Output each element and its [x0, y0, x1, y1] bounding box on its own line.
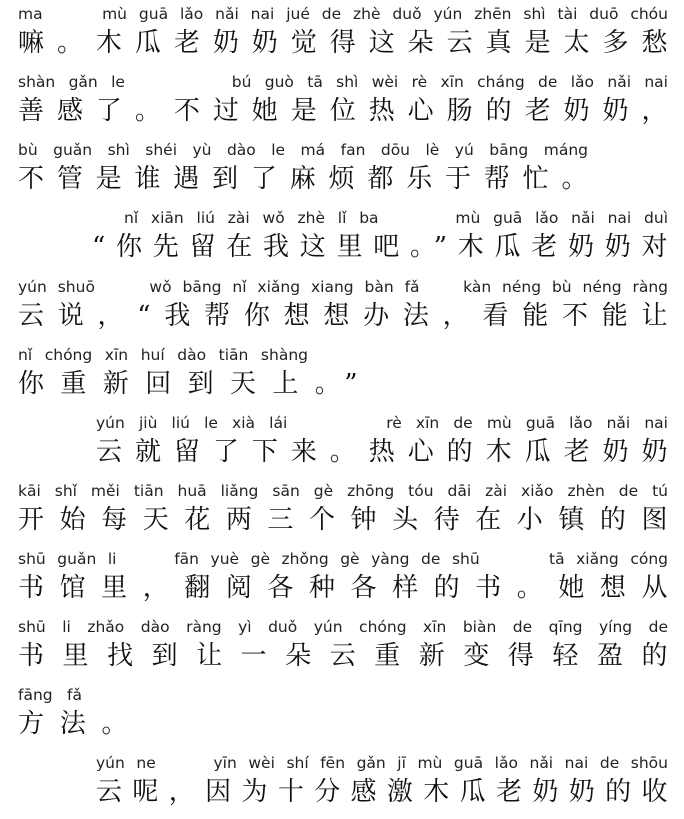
hanzi-line: 书里找到让一朵云重新变得轻盈的: [18, 641, 668, 671]
text-line-6: [18, 345, 358, 401]
pinyin-line: ma mù guā lǎo nǎi nai jué de zhè duǒ yún zhēn shì tài duō chóu: [18, 5, 668, 23]
hanzi-line: 云呢，因为十分感激木瓜老奶奶的收: [96, 777, 668, 807]
pinyin-line: bù guǎn shì shéi yù dào le má fan dōu lè yú bāng máng: [18, 141, 588, 159]
text-line-3: [18, 140, 588, 196]
pinyin-line: fāng fǎ: [18, 686, 82, 704]
pinyin-line: yún shuō wǒ bāng nǐ xiǎng xiang bàn fǎ kàn néng bù néng ràng: [18, 278, 668, 296]
text-line-11: [18, 685, 128, 741]
hanzi-line: 开始每天花两三个钟头待在小镇的图: [18, 505, 668, 535]
text-line-1: [18, 4, 668, 60]
hanzi-line: 善感了。不过她是位热心肠的老奶奶，: [18, 96, 668, 126]
hanzi-line: “你先留在我这里吧。”木瓜老奶奶对: [92, 232, 668, 262]
hanzi-line: 不管是谁遇到了麻烦都乐于帮忙。: [18, 164, 588, 194]
pinyin-line: yún ne yīn wèi shí fēn gǎn jī mù guā lǎo nǎi nai de shōu: [96, 754, 668, 772]
pinyin-line: shū li zhǎo dào ràng yì duǒ yún chóng xīn biàn de qīng yíng de: [18, 618, 668, 636]
pinyin-line: yún jiù liú le xià lái rè xīn de mù guā lǎo nǎi nai: [96, 414, 668, 432]
pinyin-line: nǐ chóng xīn huí dào tiān shàng: [18, 346, 308, 364]
text-line-2: [18, 72, 668, 128]
text-line-10: [18, 617, 668, 673]
pinyin-line: nǐ xiān liú zài wǒ zhè lǐ ba mù guā lǎo nǎi nai duì: [124, 209, 668, 227]
pinyin-line: kāi shǐ měi tiān huā liǎng sān gè zhōng tóu dāi zài xiǎo zhèn de tú: [18, 482, 668, 500]
pinyin-line: shū guǎn li fān yuè gè zhǒng gè yàng de shū tā xiǎng cóng: [18, 550, 668, 568]
hanzi-line: 云就留了下来。热心的木瓜老奶奶: [96, 437, 668, 467]
text-line-9: [18, 549, 668, 605]
hanzi-line: 书馆里，翻阅各种各样的书。她想从: [18, 573, 668, 603]
text-line-12: [96, 753, 668, 809]
hanzi-line: 方法。: [18, 709, 128, 739]
pinyin-line: shàn gǎn le bú guò tā shì wèi rè xīn cháng de lǎo nǎi nai: [18, 73, 668, 91]
text-line-4: [92, 208, 668, 264]
text-line-8: [18, 481, 668, 537]
hanzi-line: 你重新回到天上。”: [18, 369, 358, 399]
text-line-5: [18, 277, 668, 333]
text-line-7: [96, 413, 668, 469]
hanzi-line: 云说，“我帮你想想办法，看能不能让: [18, 301, 668, 331]
hanzi-line: 嘛。木瓜老奶奶觉得这朵云真是太多愁: [18, 28, 668, 58]
